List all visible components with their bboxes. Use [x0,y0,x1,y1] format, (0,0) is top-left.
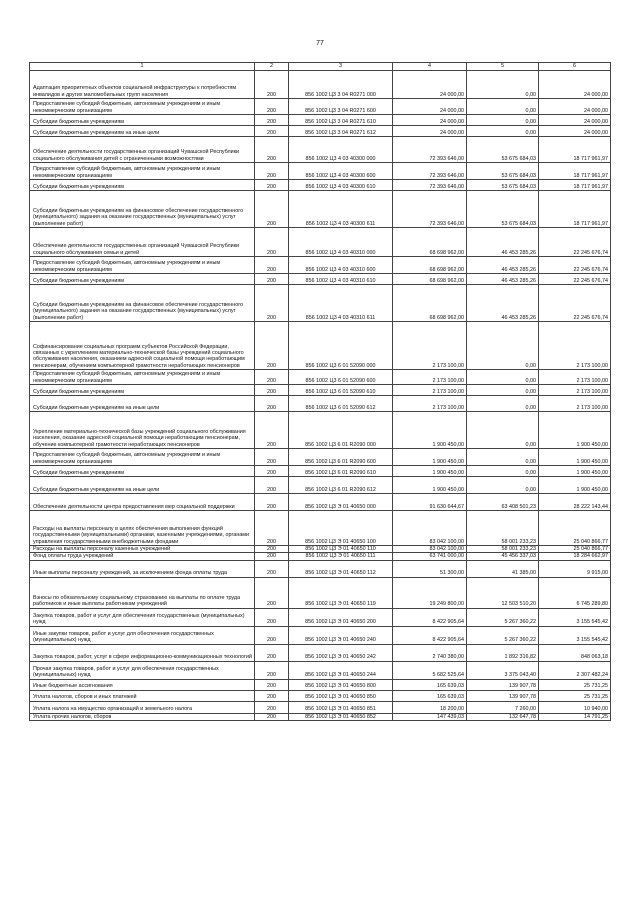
table-row [30,322,611,370]
row-classification-cell: 856 1002 Ц3 4 03 40310 600 [289,257,393,274]
row-code-cell: 200 [255,679,289,690]
row-code-cell: 200 [255,257,289,274]
row-name-cell [30,137,255,163]
row-value-col5-cell: 12 503 510,20 [467,577,539,608]
row-name-cell [30,163,255,180]
row-code-cell: 200 [255,608,289,626]
row-name-cell [30,370,255,385]
row-code-cell: 200 [255,477,289,494]
row-value-col5-cell: 58 001 233,23 [467,511,539,546]
table-row [30,560,611,577]
row-code-cell: 200 [255,396,289,412]
row-value-col4-cell: 68 698 962,00 [393,257,467,274]
row-code-cell: 200 [255,449,289,466]
row-value-col6-cell: 24 000,00 [539,115,611,126]
row-name-text: Предоставление субсидий бюджетным, автономным учреждениям и иным некоммерческим организациям [33,260,221,273]
row-name-cell [30,228,255,257]
row-value-col4-cell: 1 900 450,00 [393,466,467,477]
row-value-col6-cell: 25 731,25 [539,679,611,690]
row-classification-cell: 856 1002 Ц3 3 04 R0271 600 [289,99,393,115]
row-value-col4-cell: 68 698 962,00 [393,285,467,322]
row-name-text: Адаптация приоритетных объектов социальной инфраструктуры к потребностям инвалидов и других маломобильных групп населения [33,85,237,98]
row-value-col5-cell: 0,00 [467,370,539,385]
row-classification-cell: 856 1002 Ц3 Э 01 40650 242 [289,644,393,661]
row-name-cell [30,644,255,661]
row-value-col6-cell: 2 173 100,00 [539,322,611,370]
row-classification-cell: 856 1002 Ц3 3 04 R0271 610 [289,115,393,126]
row-classification-cell: 856 1002 Ц3 Э 01 40650 850 [289,690,393,701]
row-value-col5-cell: 0,00 [467,99,539,115]
row-code-cell: 200 [255,511,289,546]
row-classification-cell: 856 1002 Ц3 6 01 52090 612 [289,396,393,412]
row-name-cell [30,115,255,126]
row-name-cell [30,477,255,494]
row-name-text: Субсидии бюджетным учреждениям [33,469,124,476]
row-value-col5-cell: 5 267 360,22 [467,608,539,626]
row-name-text: Уплата налога на имущество организаций и земельного налога [33,706,192,713]
row-name-text: Субсидии бюджетным учреждениям на финансовое обеспечение государственного (муниципального) задания на оказание государственных (муниципальных) услуг (выполнение работ) [33,207,244,227]
row-code-cell: 200 [255,99,289,115]
row-name-cell [30,396,255,412]
row-value-col4-cell: 24 000,00 [393,71,467,99]
budget-execution-table [29,62,611,721]
row-value-col4-cell: 72 393 646,00 [393,191,467,228]
row-classification-cell: 856 1002 Ц3 Э 01 40650 100 [289,511,393,546]
row-name-cell [30,257,255,274]
table-row [30,115,611,126]
row-value-col6-cell: 2 173 100,00 [539,396,611,412]
column-header-4: 4 [393,63,467,71]
row-value-col4-cell: 2 173 100,00 [393,322,467,370]
table-row [30,99,611,115]
row-code-cell: 200 [255,494,289,511]
row-name-text: Иные выплаты персоналу учреждений, за исключением фонда оплаты труда [33,570,227,577]
row-name-text: Расходы на выплаты персоналу казенных учреждений [33,546,171,552]
row-name-text: Предоставление субсидий бюджетным, автономным учреждениям и иным некоммерческим организациям [33,101,221,114]
row-name-cell [30,449,255,466]
row-value-col4-cell: 68 698 962,00 [393,228,467,257]
row-value-col6-cell: 25 040 866,77 [539,511,611,546]
row-classification-cell: 856 1002 Ц3 4 03 40310 610 [289,274,393,285]
row-code-cell: 200 [255,626,289,644]
row-value-col4-cell: 2 173 100,00 [393,385,467,396]
row-value-col6-cell: 24 000,00 [539,126,611,137]
row-value-col5-cell: 46 453 285,26 [467,257,539,274]
row-classification-cell: 856 1002 Ц3 4 03 40300 600 [289,163,393,180]
table-row [30,661,611,679]
row-name-text: Фонд оплаты труда учреждений [33,553,114,560]
row-name-cell [30,577,255,608]
row-value-col4-cell: 165 639,03 [393,679,467,690]
row-value-col6-cell: 18 717 961,97 [539,163,611,180]
row-value-col5-cell: 63 408 501,23 [467,494,539,511]
row-name-cell [30,661,255,679]
row-value-col5-cell: 0,00 [467,115,539,126]
row-value-col6-cell: 18 284 662,97 [539,553,611,560]
row-name-text: Субсидии бюджетным учреждениям [33,183,124,190]
row-name-text: Субсидии бюджетным учреждениям на иные цели [33,404,160,411]
column-header-1: 1 [30,63,255,71]
row-value-col6-cell: 18 717 961,97 [539,137,611,163]
row-classification-cell: 856 1002 Ц3 6 01 R2090 600 [289,449,393,466]
row-value-col5-cell: 0,00 [467,466,539,477]
row-name-text: Субсидии бюджетным учреждениям на финансовое обеспечение государственного (муниципального) задания на оказание государственных (муниципальных) услуг (выполнение работ) [33,301,244,321]
row-value-col4-cell: 147 439,03 [393,713,467,720]
row-classification-cell: 856 1002 Ц3 Э 01 40650 119 [289,577,393,608]
row-classification-cell: 856 1002 Ц3 Э 01 40650 112 [289,560,393,577]
row-value-col6-cell: 24 000,00 [539,71,611,99]
row-value-col4-cell: 24 000,00 [393,115,467,126]
row-name-text: Субсидии бюджетным учреждениям [33,388,124,395]
row-code-cell: 200 [255,191,289,228]
row-name-cell [30,180,255,191]
row-classification-cell: 856 1002 Ц3 Э 01 40650 851 [289,701,393,713]
row-value-col4-cell: 72 393 646,00 [393,137,467,163]
row-classification-cell: 856 1002 Ц3 6 01 R2090 610 [289,466,393,477]
table-body [30,71,611,721]
row-name-cell [30,608,255,626]
row-code-cell: 200 [255,560,289,577]
row-code-cell: 200 [255,274,289,285]
row-value-col6-cell: 10 940,00 [539,701,611,713]
row-value-col6-cell: 18 717 961,97 [539,180,611,191]
row-name-cell [30,546,255,553]
row-value-col6-cell: 14 791,25 [539,713,611,720]
row-name-cell [30,285,255,322]
row-value-col6-cell: 3 155 545,42 [539,608,611,626]
row-value-col5-cell: 0,00 [467,126,539,137]
row-value-col5-cell: 0,00 [467,385,539,396]
row-value-col6-cell: 18 717 961,97 [539,191,611,228]
table-row [30,553,611,560]
row-value-col5-cell: 45 456 337,03 [467,553,539,560]
row-value-col6-cell: 28 222 143,44 [539,494,611,511]
table-row [30,412,611,449]
row-value-col5-cell: 139 907,78 [467,690,539,701]
table-row [30,713,611,720]
row-value-col5-cell: 46 453 285,26 [467,274,539,285]
row-value-col4-cell: 1 900 450,00 [393,477,467,494]
row-name-cell [30,385,255,396]
row-value-col6-cell: 2 173 100,00 [539,385,611,396]
table-row [30,228,611,257]
row-classification-cell: 856 1002 Ц3 6 01 R2090 612 [289,477,393,494]
row-name-text: Уплата прочих налогов, сборов [33,713,112,720]
row-name-text: Иные закупки товаров, работ и услуг для обеспечения государственных (муниципальных) нужд [33,631,214,644]
table-row [30,370,611,385]
table-row [30,191,611,228]
table-row [30,577,611,608]
row-classification-cell: 856 1002 Ц3 6 01 52090 600 [289,370,393,385]
row-name-cell [30,412,255,449]
row-code-cell: 200 [255,163,289,180]
row-classification-cell: 856 1002 Ц3 4 03 40300 610 [289,180,393,191]
row-name-text: Субсидии бюджетным учреждениям [33,118,124,125]
table-row [30,608,611,626]
row-value-col5-cell: 0,00 [467,71,539,99]
row-value-col6-cell: 24 000,00 [539,99,611,115]
row-value-col6-cell: 22 245 676,74 [539,274,611,285]
row-value-col5-cell: 58 001 233,23 [467,546,539,553]
row-code-cell: 200 [255,644,289,661]
row-code-cell: 200 [255,713,289,720]
row-code-cell: 200 [255,228,289,257]
row-classification-cell: 856 1002 Ц3 6 01 52090 610 [289,385,393,396]
table-row [30,274,611,285]
table-row [30,511,611,546]
table-row [30,546,611,553]
column-header-5: 5 [467,63,539,71]
row-value-col4-cell: 72 393 646,00 [393,163,467,180]
row-value-col4-cell: 5 682 525,64 [393,661,467,679]
row-name-cell [30,713,255,720]
row-value-col5-cell: 0,00 [467,477,539,494]
row-name-text: Уплата налогов, сборов и иных платежей [33,694,137,701]
row-classification-cell: 856 1002 Ц3 Э 01 40650 800 [289,679,393,690]
row-value-col6-cell: 3 155 545,42 [539,626,611,644]
row-value-col4-cell: 83 042 100,00 [393,546,467,553]
row-value-col6-cell: 1 900 450,00 [539,412,611,449]
row-classification-cell: 856 1002 Ц3 Э 01 40650 000 [289,494,393,511]
row-value-col4-cell: 63 741 000,00 [393,553,467,560]
row-value-col5-cell: 0,00 [467,412,539,449]
row-value-col6-cell: 848 063,18 [539,644,611,661]
row-value-col6-cell: 22 245 676,74 [539,228,611,257]
row-value-col4-cell: 19 249 800,00 [393,577,467,608]
row-name-text: Обеспечение деятельности государственных организаций Чувашской Республики социального обслуживания семьи и детей [33,243,240,256]
row-name-text: Иные бюджетные ассигнования [33,683,113,690]
row-classification-cell: 856 1002 Ц3 4 03 40310 000 [289,228,393,257]
row-name-cell [30,466,255,477]
row-classification-cell: 856 1002 Ц3 4 03 40310 611 [289,285,393,322]
row-name-text: Закупка товаров, работ, услуг в сфере информационно-коммуникационных технологий [33,654,252,661]
row-code-cell: 200 [255,126,289,137]
table-row [30,477,611,494]
row-name-cell [30,560,255,577]
row-code-cell: 200 [255,370,289,385]
row-code-cell: 200 [255,137,289,163]
row-name-cell [30,274,255,285]
row-value-col6-cell: 22 245 676,74 [539,285,611,322]
page-number: 77 [316,40,324,47]
row-name-cell [30,99,255,115]
row-code-cell: 200 [255,661,289,679]
row-name-cell [30,690,255,701]
row-value-col5-cell: 5 267 360,22 [467,626,539,644]
row-value-col5-cell: 132 647,78 [467,713,539,720]
row-code-cell: 200 [255,701,289,713]
row-value-col5-cell: 1 892 316,82 [467,644,539,661]
row-value-col4-cell: 8 422 905,64 [393,608,467,626]
row-value-col5-cell: 46 453 285,26 [467,228,539,257]
row-code-cell: 200 [255,412,289,449]
row-value-col6-cell: 2 173 100,00 [539,370,611,385]
row-value-col6-cell: 1 900 450,00 [539,466,611,477]
column-header-3: 3 [289,63,393,71]
row-name-text: Субсидии бюджетным учреждениям на иные цели [33,129,160,136]
table-row [30,285,611,322]
row-name-cell [30,626,255,644]
table-row [30,396,611,412]
row-value-col5-cell: 0,00 [467,396,539,412]
row-value-col5-cell: 53 675 684,03 [467,163,539,180]
row-value-col6-cell: 25 040 866,77 [539,546,611,553]
row-classification-cell: 856 1002 Ц3 Э 01 40650 200 [289,608,393,626]
row-name-text: Взносы по обязательному социальному страхованию на выплаты по оплате труда работников и иные выплаты работникам учреждений [33,595,241,608]
row-classification-cell: 856 1002 Ц3 Э 01 40650 244 [289,661,393,679]
row-value-col5-cell: 0,00 [467,322,539,370]
row-value-col4-cell: 72 393 646,00 [393,180,467,191]
row-value-col6-cell: 6 745 289,80 [539,577,611,608]
row-classification-cell: 856 1002 Ц3 3 04 R0271 612 [289,126,393,137]
table-header-row [30,63,611,71]
row-classification-cell: 856 1002 Ц3 4 03 40300 000 [289,137,393,163]
row-name-text: Субсидии бюджетным учреждениям на иные цели [33,486,160,493]
table-row [30,126,611,137]
row-name-cell [30,191,255,228]
table-row [30,449,611,466]
row-value-col4-cell: 1 900 450,00 [393,412,467,449]
row-name-cell [30,322,255,370]
row-name-text: Укрепление материально-технической базы учреждений социального обслуживания населения, оказание адресной социальной помощи неработающим пенсионерам, обучение компьютерной грамотности неработающих пенсионеров [33,428,246,448]
table-row [30,690,611,701]
row-code-cell: 200 [255,180,289,191]
row-name-cell [30,71,255,99]
row-code-cell: 200 [255,71,289,99]
row-name-text: Предоставление субсидий бюджетным, автономным учреждениям и иным некоммерческим организациям [33,371,221,384]
row-name-cell [30,494,255,511]
row-classification-cell: 856 1002 Ц3 6 01 R2090 000 [289,412,393,449]
row-value-col5-cell: 7 260,00 [467,701,539,713]
row-value-col5-cell: 3 375 043,40 [467,661,539,679]
table-row [30,257,611,274]
row-code-cell: 200 [255,285,289,322]
table-row [30,71,611,99]
row-code-cell: 200 [255,577,289,608]
row-value-col6-cell: 2 307 482,24 [539,661,611,679]
row-value-col6-cell: 9 915,00 [539,560,611,577]
row-name-text: Обеспечение деятельности центра предоставления мер социальной поддержки [33,503,235,510]
row-classification-cell: 856 1002 Ц3 4 03 40300 611 [289,191,393,228]
row-name-text: Расходы на выплаты персоналу в целях обеспечения выполнения функций государственными (муниципальными) органами, казенными учреждениями, органами управления государственными внебюджетными фондами [33,525,250,545]
row-value-col4-cell: 2 740 380,00 [393,644,467,661]
row-value-col6-cell: 1 900 450,00 [539,477,611,494]
row-value-col6-cell: 25 731,25 [539,690,611,701]
row-name-cell [30,511,255,546]
row-value-col4-cell: 68 698 962,00 [393,274,467,285]
table-row [30,679,611,690]
table-row [30,137,611,163]
column-header-2: 2 [255,63,289,71]
row-value-col4-cell: 1 900 450,00 [393,449,467,466]
row-code-cell: 200 [255,690,289,701]
row-code-cell: 200 [255,322,289,370]
row-value-col4-cell: 24 000,00 [393,99,467,115]
row-code-cell: 200 [255,553,289,560]
row-value-col5-cell: 41 385,00 [467,560,539,577]
row-name-cell [30,701,255,713]
row-value-col4-cell: 91 630 644,67 [393,494,467,511]
row-classification-cell: 856 1002 Ц3 Э 01 40650 110 [289,546,393,553]
row-name-cell [30,679,255,690]
table-row [30,626,611,644]
row-name-text: Субсидии бюджетным учреждениям [33,277,124,284]
row-value-col6-cell: 22 245 676,74 [539,257,611,274]
row-value-col4-cell: 83 042 100,00 [393,511,467,546]
table-row [30,701,611,713]
row-value-col5-cell: 46 453 285,26 [467,285,539,322]
row-name-cell [30,126,255,137]
row-value-col4-cell: 51 300,00 [393,560,467,577]
row-value-col6-cell: 1 900 450,00 [539,449,611,466]
row-classification-cell: 856 1002 Ц3 3 04 R0271 000 [289,71,393,99]
row-value-col5-cell: 53 675 684,03 [467,180,539,191]
row-name-text: Обеспечение деятельности государственных организаций Чувашской Республики социального обслуживания детей с ограниченными возможностями [33,149,240,162]
row-value-col5-cell: 53 675 684,03 [467,191,539,228]
row-code-cell: 200 [255,115,289,126]
row-value-col4-cell: 2 173 100,00 [393,396,467,412]
row-classification-cell: 856 1002 Ц3 6 01 52090 000 [289,322,393,370]
row-name-cell [30,553,255,560]
row-value-col4-cell: 8 422 905,64 [393,626,467,644]
row-classification-cell: 856 1002 Ц3 Э 01 40650 240 [289,626,393,644]
row-name-text: Софинансирование социальных программ субъектов Российской Федерации, связанных с укреплением материально-технической базы учреждений социального обслуживания населения, оказанием адресной социальной помощи неработающим пенсионерам, обучением компьютерной грамотности неработающих пенсионеров [33,343,245,369]
row-classification-cell: 856 1002 Ц3 Э 01 40650 111 [289,553,393,560]
row-name-text: Предоставление субсидий бюджетным, автономным учреждениям и иным некоммерческим организациям [33,452,221,465]
row-value-col4-cell: 165 639,03 [393,690,467,701]
row-name-text: Закупка товаров, работ и услуг для обеспечения государственных (муниципальных) нужд [33,613,245,626]
row-value-col5-cell: 0,00 [467,449,539,466]
row-name-text: Прочая закупка товаров, работ и услуг для обеспечения государственных (муниципальных) нужд [33,666,219,679]
table-row [30,466,611,477]
table-row [30,385,611,396]
row-value-col4-cell: 18 200,00 [393,701,467,713]
row-value-col4-cell: 24 000,00 [393,126,467,137]
row-code-cell: 200 [255,385,289,396]
table-row [30,163,611,180]
row-value-col4-cell: 2 173 100,00 [393,370,467,385]
row-value-col5-cell: 53 675 684,03 [467,137,539,163]
row-classification-cell: 856 1002 Ц3 Э 01 40650 852 [289,713,393,720]
row-code-cell: 200 [255,546,289,553]
row-value-col5-cell: 139 907,78 [467,679,539,690]
column-header-6: 6 [539,63,611,71]
table-row [30,494,611,511]
table-row [30,644,611,661]
row-name-text: Предоставление субсидий бюджетным, автономным учреждениям и иным некоммерческим организациям [33,166,221,179]
table-row [30,180,611,191]
row-code-cell: 200 [255,466,289,477]
